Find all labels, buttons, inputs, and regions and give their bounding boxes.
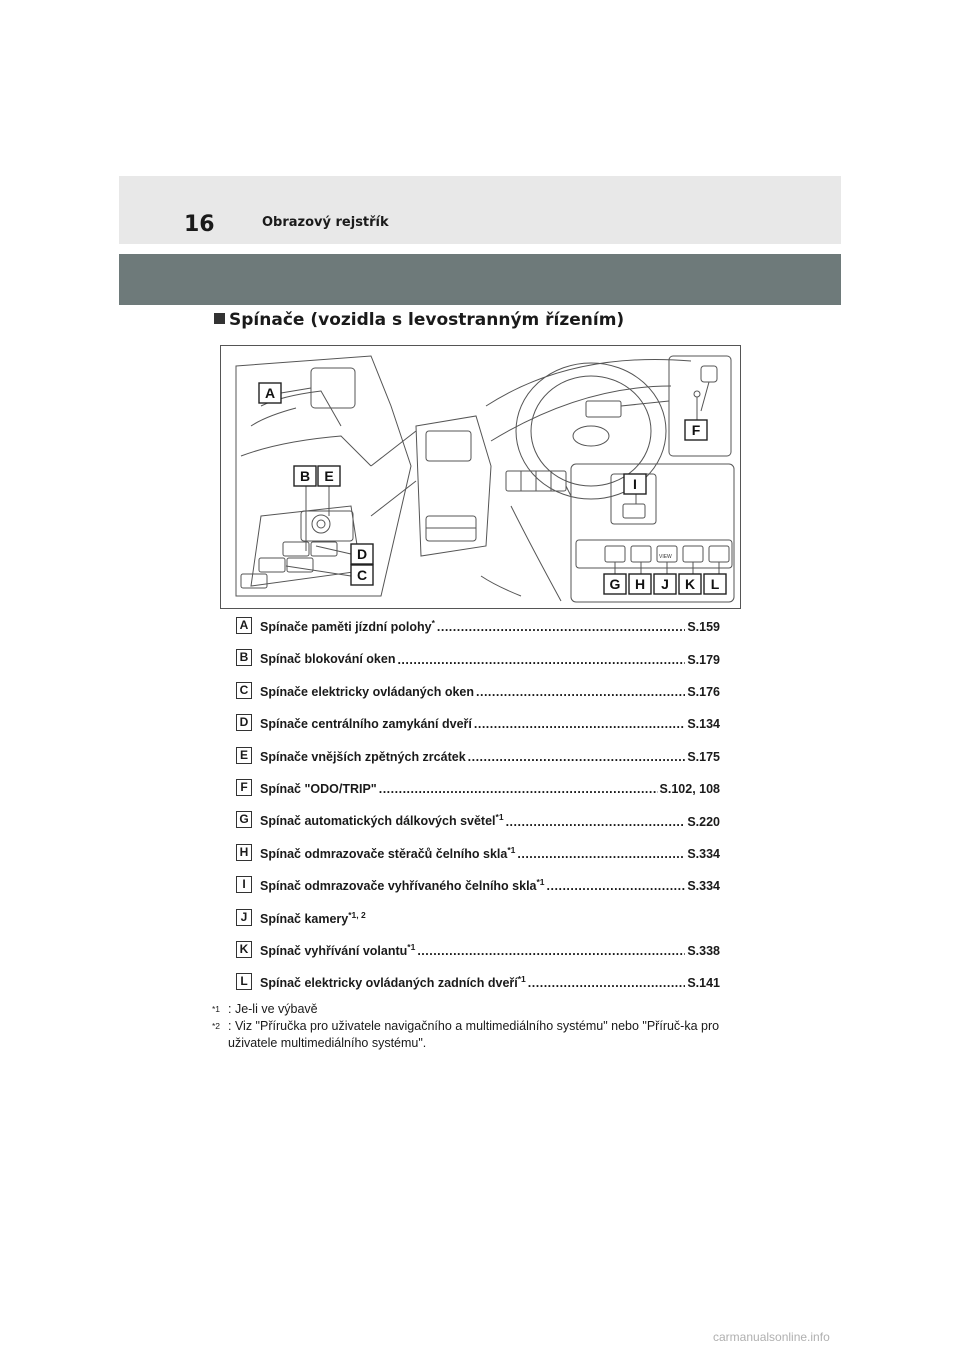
label-sup: *1 xyxy=(495,812,504,823)
page-title: Obrazový rejstřík xyxy=(262,215,389,230)
page-reference[interactable]: S.159 xyxy=(687,620,720,635)
leader-dots xyxy=(476,685,685,699)
page-number: 16 xyxy=(184,212,215,237)
leader-dots xyxy=(379,782,658,796)
label-text: Spínač odmrazovače stěračů čelního skla xyxy=(260,846,508,861)
label-text: Spínač vyhřívání volantu xyxy=(260,944,408,959)
callout-e: E xyxy=(324,468,334,484)
legend-label xyxy=(260,748,466,764)
label-sup: *1 xyxy=(536,877,545,888)
callout-b: B xyxy=(299,468,311,484)
legend-entry xyxy=(260,845,720,861)
label-text: Spínač kamery xyxy=(260,911,349,926)
site-watermark: carmanualsonline.info xyxy=(713,1330,830,1344)
callout-i: I xyxy=(633,476,637,492)
legend-entry xyxy=(260,974,720,990)
legend-letter: H xyxy=(236,844,252,861)
legend-item-g xyxy=(236,811,720,843)
legend-entry xyxy=(260,942,720,958)
legend-label xyxy=(260,618,435,634)
legend-label xyxy=(260,877,545,893)
legend-letter: J xyxy=(236,909,252,926)
legend-entry xyxy=(260,910,720,926)
callout-c: C xyxy=(356,567,368,583)
page-header-band xyxy=(119,176,841,244)
footnotes xyxy=(212,1001,752,1052)
legend-label xyxy=(260,974,526,990)
label-text: Spínač blokování oken xyxy=(260,652,396,667)
callout-f: F xyxy=(691,422,701,438)
legend-entry xyxy=(260,812,720,828)
label-sup: *1 xyxy=(507,844,516,855)
label-text: Spínače vnějších zpětných zrcátek xyxy=(260,749,466,764)
callout-a: A xyxy=(264,385,276,401)
legend-item-i xyxy=(236,876,720,908)
legend-entry xyxy=(260,715,720,731)
section-band xyxy=(119,254,841,305)
callout-h: H xyxy=(634,576,646,592)
legend-item-c xyxy=(236,682,720,714)
legend-entry xyxy=(260,780,720,796)
label-text: Spínače paměti jízdní polohy xyxy=(260,620,432,635)
footnote-2 xyxy=(212,1018,752,1052)
legend-label xyxy=(260,845,515,861)
label-text: Spínač "ODO/TRIP" xyxy=(260,782,377,797)
legend-label xyxy=(260,650,395,666)
switch-legend-list xyxy=(236,617,720,1006)
label-text: Spínače elektricky ovládaných oken xyxy=(260,684,474,699)
leader-dots xyxy=(474,717,685,731)
legend-item-f xyxy=(236,779,720,811)
footnote-text: : Je-li ve výbavě xyxy=(228,1002,318,1016)
legend-label xyxy=(260,780,377,796)
leader-dots xyxy=(397,653,685,667)
legend-letter: F xyxy=(236,779,252,796)
label-text: Spínač elektricky ovládaných zadních dveří xyxy=(260,976,518,991)
page-reference[interactable]: S.334 xyxy=(687,879,720,894)
legend-letter: D xyxy=(236,714,252,731)
leader-dots xyxy=(417,944,685,958)
label-text: Spínač automatických dálkových světel xyxy=(260,814,496,829)
page-reference[interactable]: S.179 xyxy=(687,652,720,667)
footnote-mark xyxy=(212,1018,220,1039)
legend-letter: L xyxy=(236,973,252,990)
legend-letter: G xyxy=(236,811,252,828)
leader-dots xyxy=(437,620,685,634)
leader-dots xyxy=(547,879,686,893)
legend-entry xyxy=(260,650,720,666)
label-sup: *1 xyxy=(407,941,416,952)
leader-dots xyxy=(517,847,685,861)
legend-label xyxy=(260,812,504,828)
illustration-svg xyxy=(221,346,740,608)
callout-l: L xyxy=(710,576,720,592)
callout-k: K xyxy=(684,576,696,592)
callout-j: J xyxy=(661,576,669,592)
label-sup: *1 xyxy=(517,974,526,985)
label-text: Spínač odmrazovače vyhřívaného čelního skla xyxy=(260,879,537,894)
legend-item-h xyxy=(236,844,720,876)
section-heading-text: Spínače (vozidla s levostranným řízením) xyxy=(229,310,625,330)
legend-label xyxy=(260,715,472,731)
legend-label xyxy=(260,683,474,699)
page-reference[interactable]: S.102, 108 xyxy=(659,782,720,797)
legend-letter: C xyxy=(236,682,252,699)
leader-dots xyxy=(528,976,686,990)
switches-illustration xyxy=(220,345,741,609)
legend-label xyxy=(260,910,366,926)
footnote-mark-text: *1 xyxy=(212,1004,221,1014)
leader-dots xyxy=(506,815,686,829)
section-heading xyxy=(214,310,624,330)
legend-letter: A xyxy=(236,617,252,634)
legend-item-b xyxy=(236,649,720,681)
page-reference[interactable]: S.220 xyxy=(687,814,720,829)
legend-entry xyxy=(260,748,720,764)
page-reference[interactable]: S.338 xyxy=(687,944,720,959)
legend-item-a xyxy=(236,617,720,649)
leader-dots xyxy=(468,750,686,764)
legend-item-j xyxy=(236,909,720,941)
label-text: Spínače centrálního zamykání dveří xyxy=(260,717,472,732)
legend-item-k xyxy=(236,941,720,973)
page-reference[interactable]: S.176 xyxy=(687,684,720,699)
bullet-square-icon xyxy=(214,313,225,324)
callout-d: D xyxy=(356,546,368,562)
legend-entry xyxy=(260,683,720,699)
legend-letter: B xyxy=(236,649,252,666)
callout-g: G xyxy=(609,576,621,592)
legend-entry xyxy=(260,877,720,893)
legend-letter: I xyxy=(236,876,252,893)
view-switch-label: VIEW xyxy=(659,554,672,560)
label-sup: * xyxy=(431,618,435,628)
footnote-mark-text: *2 xyxy=(212,1021,221,1031)
legend-entry xyxy=(260,618,720,634)
legend-label xyxy=(260,942,415,958)
page-reference[interactable]: S.141 xyxy=(687,976,720,991)
page-reference[interactable]: S.134 xyxy=(687,717,720,732)
label-sup: *1, 2 xyxy=(348,909,366,920)
page-reference[interactable]: S.334 xyxy=(687,846,720,861)
legend-item-d xyxy=(236,714,720,746)
legend-item-e xyxy=(236,747,720,779)
legend-letter: K xyxy=(236,941,252,958)
footnote-text: : Viz "Příručka pro uživatele navigačního a multimediálního systému" nebo "Příruč-ka pro uživatele multimediálního systému". xyxy=(228,1019,720,1050)
page-reference[interactable]: S.175 xyxy=(687,749,720,764)
legend-letter: E xyxy=(236,747,252,764)
footnote-1 xyxy=(212,1001,752,1018)
